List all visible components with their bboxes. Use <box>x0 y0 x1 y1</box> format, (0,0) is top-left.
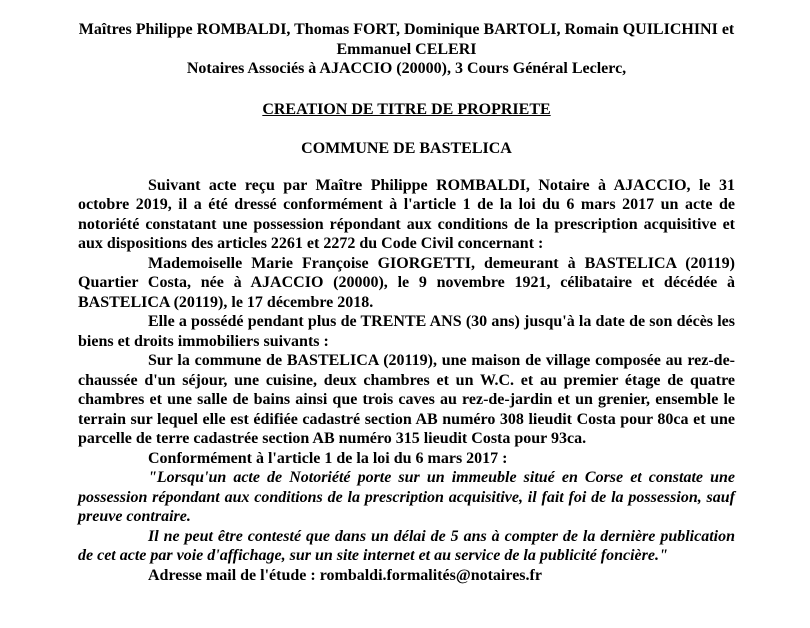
document-header <box>78 20 735 79</box>
paragraph-adresse-mail: Adresse mail de l'étude : rombaldi.formalités@notaires.fr <box>148 566 542 584</box>
notary-office-address: Notaires Associés à AJACCIO (20000), 3 Cours Général Leclerc, <box>186 60 627 77</box>
paragraph-defunte-identite: Mademoiselle Marie Françoise GIORGETTI, demeurant à BASTELICA (20119) Quartier Costa, née à AJACCIO (20000), le 9 novembre 1921, célibataire et décédée à BASTELICA (20119), le 17 décembre 2018. <box>78 254 735 311</box>
paragraph-possession-trente-ans: Elle a possédé pendant plus de TRENTE ANS (30 ans) jusqu'à la date de son décès les biens et droits immobiliers suivants : <box>78 313 735 350</box>
paragraph-description-biens: Sur la commune de BASTELICA (20119), une maison de village composée au rez-de-chaussée d'un séjour, une cuisine, deux chambres et un W.C. et au premier étage de quatre chambres et une salle de bains ainsi que trois caves au rez-de-jardin et un grenier, ensemble le terrain sur lequel elle est édifiée cadastré section AB numéro 308 lieudit Costa pour 80ca et une parcelle de terre cadastrée section AB numéro 315 lieudit Costa pour 93ca. <box>78 352 735 447</box>
paragraph-acte-recu: Suivant acte reçu par Maître Philippe ROMBALDI, Notaire à AJACCIO, le 31 octobre 2019, il a été dressé conformément à l'article 1 de la loi du 6 mars 2017 un acte de notoriété constatant une possession répondant aux conditions de la prescription acquisitive et aux dispositions des articles 2261 et 2272 du Code Civil concernant : <box>78 176 735 252</box>
paragraph-citation-loi-2: Il ne peut être contesté que dans un délai de 5 ans à compter de la dernière publication de cet acte par voie d'affichage, sur un site internet et au service de la publicité foncière." <box>78 527 735 564</box>
paragraph-citation-loi-1: "Lorsqu'un acte de Notoriété porte sur un immeuble situé en Corse et constate une possession répondant aux conditions de la prescription acquisitive, il fait foi de la possession, sauf preuve contraire. <box>78 469 735 525</box>
document-title: CREATION DE TITRE DE PROPRIETE <box>262 100 551 118</box>
notary-names: Maîtres Philippe ROMBALDI, Thomas FORT, Dominique BARTOLI, Romain QUILICHINI et Emmanuel CELERI <box>78 21 735 58</box>
paragraph-conformement-loi: Conformément à l'article 1 de la loi du 6 mars 2017 : <box>148 449 508 467</box>
commune-subtitle: COMMUNE DE BASTELICA <box>301 140 512 157</box>
document-body <box>78 176 735 586</box>
